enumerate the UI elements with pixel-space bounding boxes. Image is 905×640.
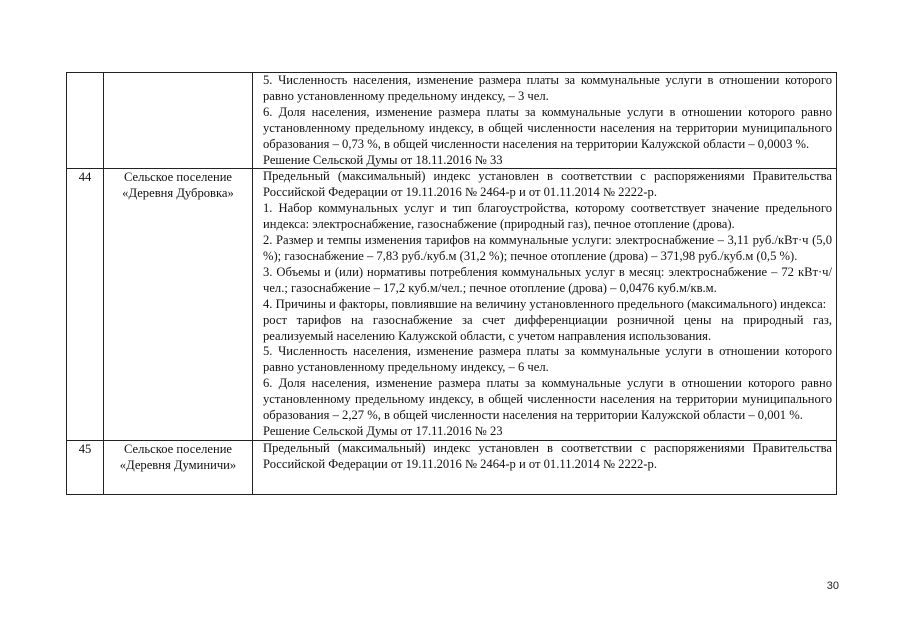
row-number-cell <box>67 440 104 494</box>
paragraph: 6. Доля населения, изменение размера платы за коммунальные услуги в отношении которого равно установленному предельному индексу, в общей численности населения на территории муниципального образования – 2,27 %, в общей численности населения на территории Калужской области – 0,001 %. <box>263 376 832 423</box>
settlement-name: «Деревня Дубровка» <box>122 186 234 201</box>
paragraph: 4. Причины и факторы, повлиявшие на величину установленного предельного (максимального) индекса: <box>263 296 827 311</box>
settlement-type: Сельское поселение <box>123 441 233 456</box>
paragraph: Предельный (максимальный) индекс установлен в соответствии с распоряжениями Правительства Российской Федерации от 19.11.2016 № 2464-р и от 01.11.2014 № 2222-р. <box>263 169 832 200</box>
paragraph: 1. Набор коммунальных услуг и тип благоустройства, которому соответствует значение предельного индекса: электроснабжение, газоснабжение (природный газ), печное отопление (дрова). <box>263 201 832 232</box>
table-row-44 <box>67 169 837 440</box>
row-number-cell <box>67 73 104 169</box>
table-row-continuation <box>67 73 837 169</box>
description-cell <box>253 169 837 440</box>
paragraph: 5. Численность населения, изменение размера платы за коммунальные услуги в отношении которого равно установленному предельному индексу, – 3 чел. <box>263 73 832 103</box>
paragraph: рост тарифов на газоснабжение за счет дифференциации розничной цены на природный газ, реализуемый населению Калужской области, с учетом направления использования. <box>263 312 832 343</box>
decision-reference: Решение Сельской Думы от 17.11.2016 № 23 <box>263 423 503 438</box>
paragraph: 6. Доля населения, изменение размера платы за коммунальные услуги в отношении которого равно установленному предельному индексу, в общей численности населения на территории муниципального образования – 0,73 %, в общей численности населения на территории Калужской области – 0,0003 %. <box>263 104 832 151</box>
settlement-name-cell <box>104 73 253 169</box>
description-cell <box>253 73 837 169</box>
paragraph: 3. Объемы и (или) нормативы потребления коммунальных услуг в месяц: электроснабжение – 72 кВт·ч/чел.; газоснабжение – 17,2 куб.м/чел.; печное отопление (дрова) – 0,0476 куб.м/кв.м. <box>263 264 832 295</box>
page-number: 30 <box>826 580 839 592</box>
document-table <box>66 72 837 495</box>
paragraph: 5. Численность населения, изменение размера платы за коммунальные услуги в отношении которого равно установленному предельному индексу, – 6 чел. <box>263 344 832 375</box>
table-row-45 <box>67 440 837 494</box>
settlement-name-cell <box>104 440 253 494</box>
paragraph: Предельный (максимальный) индекс установлен в соответствии с распоряжениями Правительства Российской Федерации от 19.11.2016 № 2464-р и от 01.11.2014 № 2222-р. <box>263 440 832 471</box>
settlement-name-cell <box>104 169 253 440</box>
settlement-type: Сельское поселение <box>123 170 233 185</box>
row-number: 45 <box>78 441 92 456</box>
description-cell <box>253 440 837 494</box>
decision-reference: Решение Сельской Думы от 18.11.2016 № 33 <box>263 152 503 167</box>
row-number: 44 <box>78 170 92 185</box>
paragraph: 2. Размер и темпы изменения тарифов на коммунальные услуги: электроснабжение – 3,11 руб./кВт·ч (5,0 %); газоснабжение – 7,83 руб./куб.м (31,2 %); печное отопление (дрова) – 371,98 руб./куб.м (0,5 %). <box>263 233 832 263</box>
settlement-name: «Деревня Думиничи» <box>119 457 237 472</box>
row-number-cell <box>67 169 104 440</box>
